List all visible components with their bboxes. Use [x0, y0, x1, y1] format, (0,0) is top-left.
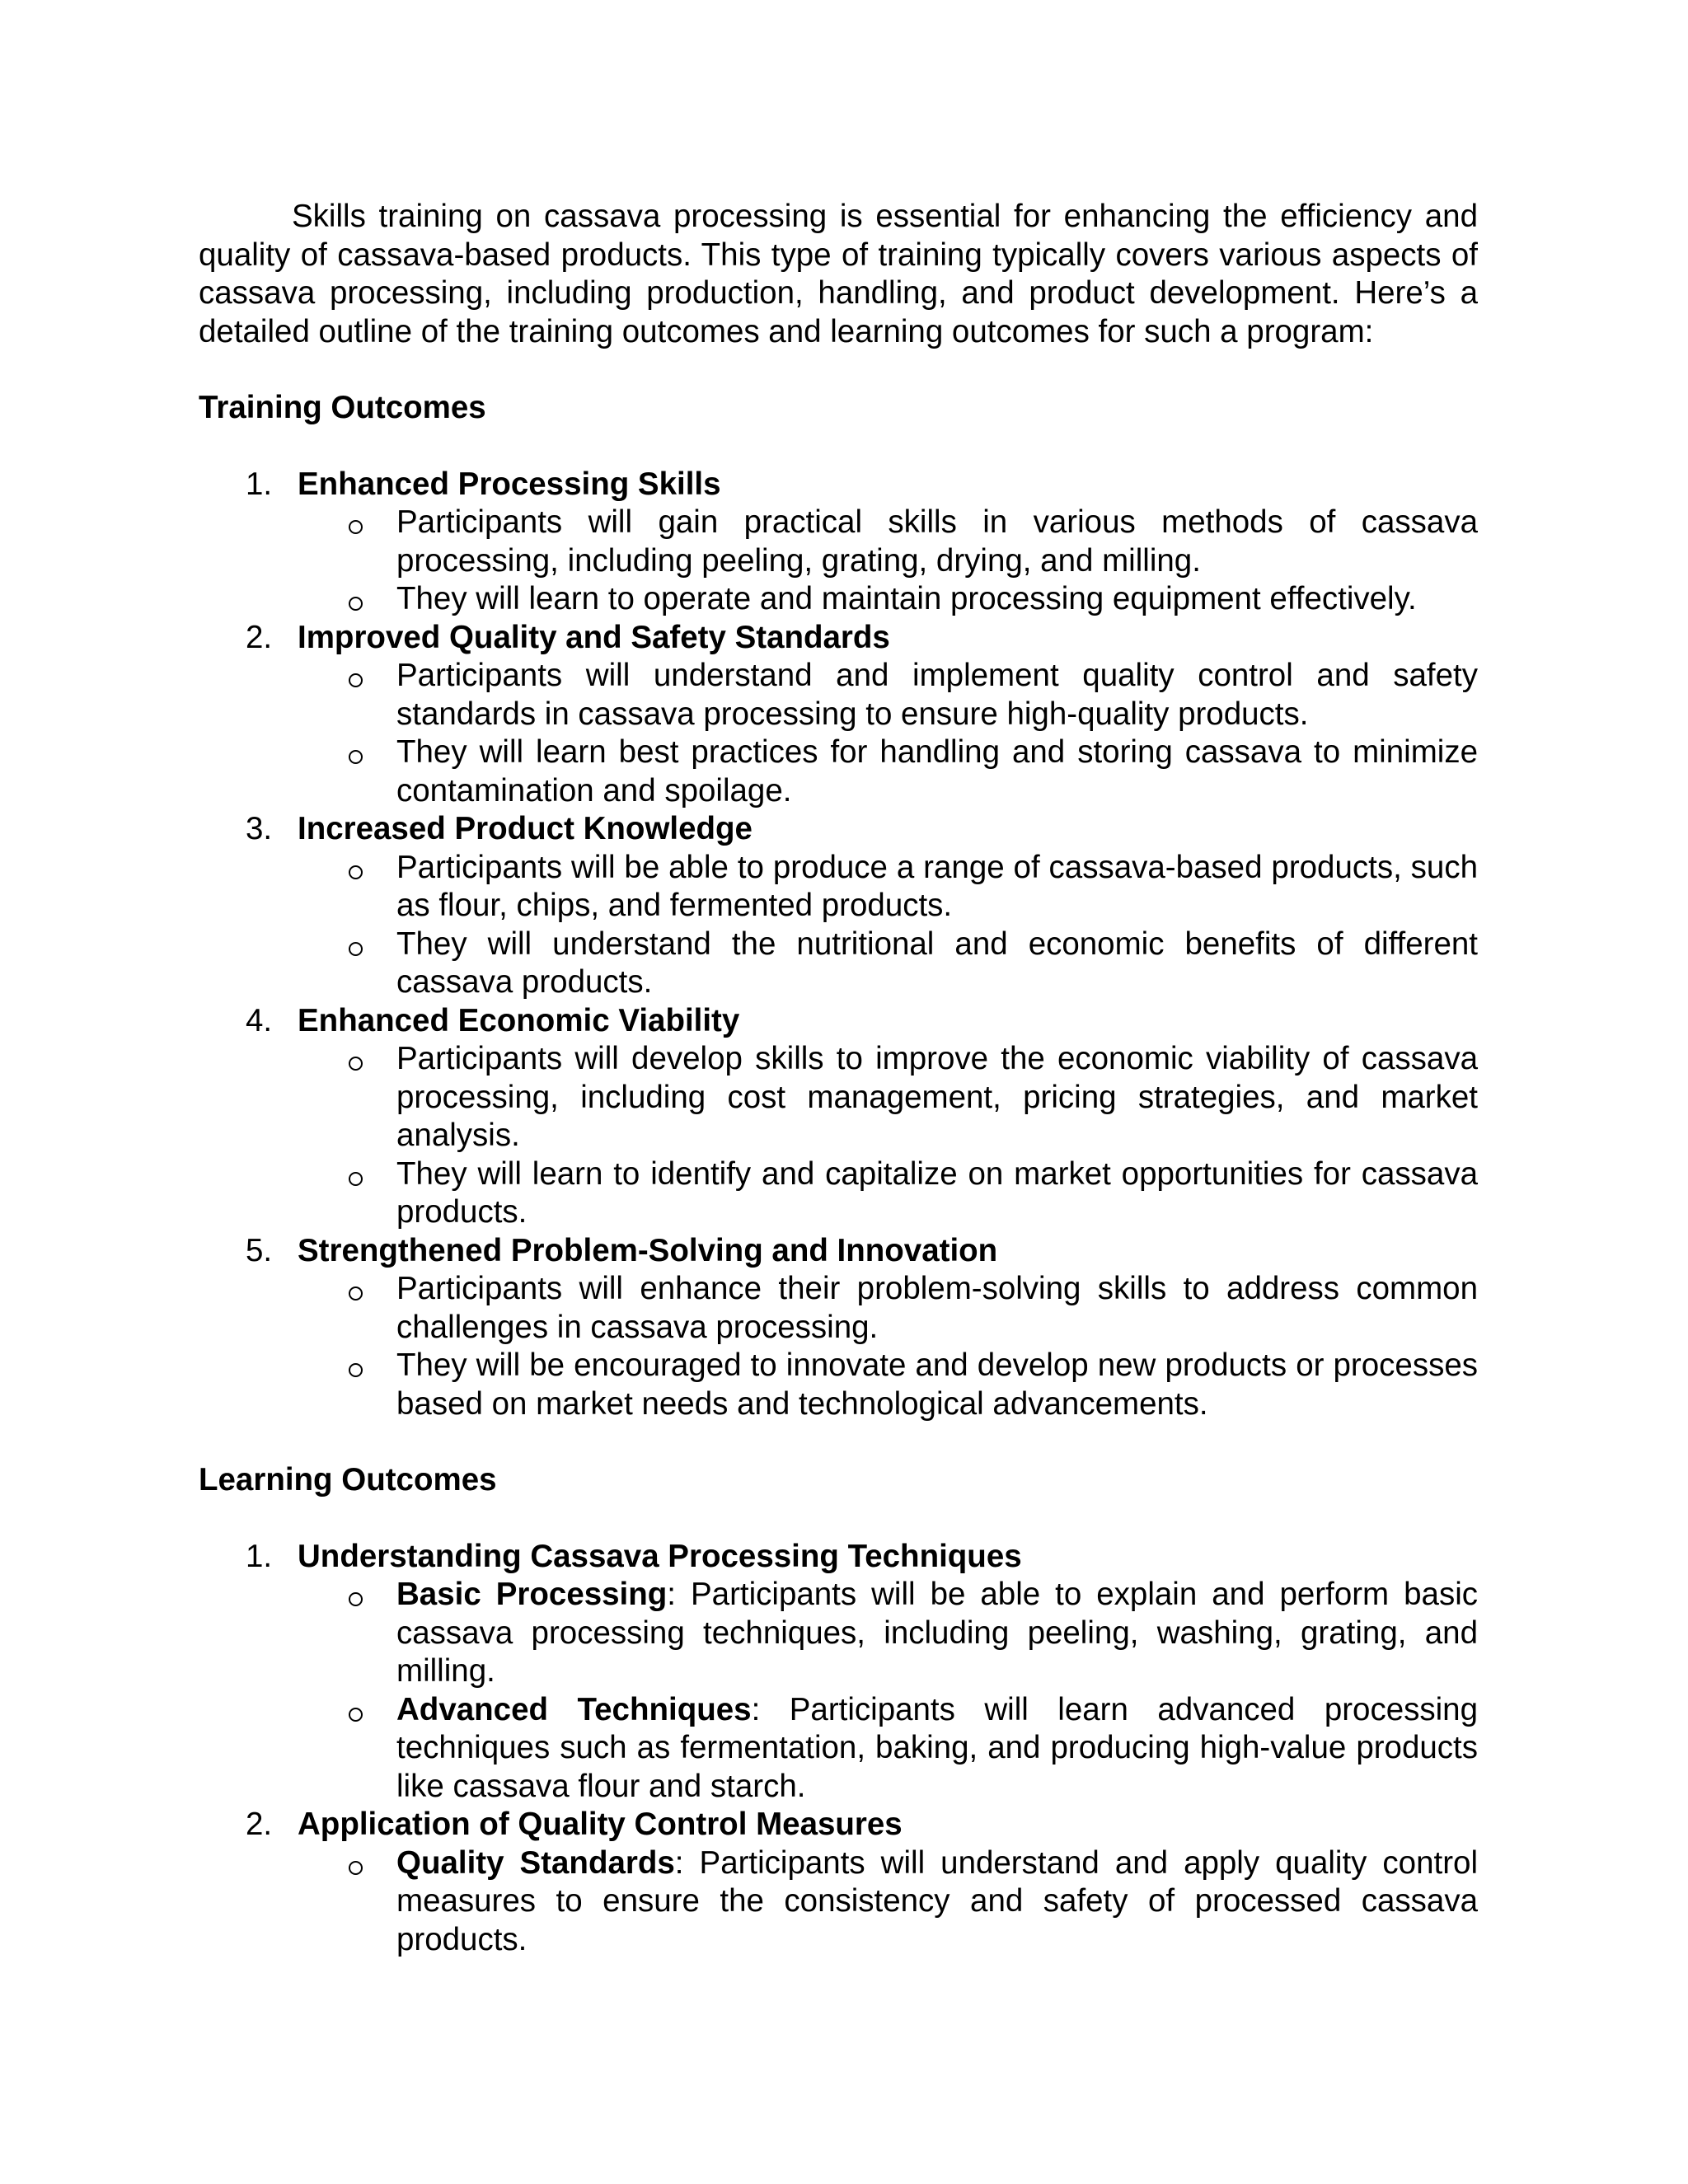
item-number: 1. — [246, 1538, 273, 1574]
item-number: 3. — [246, 811, 273, 846]
item-title: Understanding Cassava Processing Techniques — [298, 1538, 1022, 1574]
item-title: Increased Product Knowledge — [298, 811, 753, 846]
sub-item-text: They will be encouraged to innovate and develop new products or processes based on market needs and technological advancements. — [396, 1347, 1478, 1422]
hollow-bullet-icon — [349, 597, 363, 611]
hollow-bullet-icon — [349, 750, 363, 764]
item-title: Enhanced Economic Viability — [298, 1002, 740, 1038]
item-title: Enhanced Processing Skills — [298, 466, 721, 502]
item-number: 4. — [246, 1002, 273, 1038]
sub-item — [298, 733, 1478, 810]
sub-item — [298, 1155, 1478, 1232]
outcome-item — [199, 810, 1478, 1002]
sub-item — [298, 926, 1478, 1002]
sub-item-text: : Participants will learn advanced processing techniques such as fermentation, baking, and producing high-value products like cassava flour and starch. — [396, 1691, 1478, 1804]
sub-item — [298, 1844, 1478, 1960]
hollow-bullet-icon — [349, 673, 363, 687]
sub-item-text: : Participants will be able to explain and perform basic cassava processing techniques, including peeling, washing, grating, and milling. — [396, 1577, 1479, 1689]
sub-item-text: Participants will understand and implement quality control and safety standards in cassava processing to ensure high-quality products. — [396, 658, 1478, 732]
hollow-bullet-icon — [349, 1172, 363, 1186]
sub-list — [298, 1270, 1478, 1423]
item-number: 5. — [246, 1232, 273, 1268]
document-page — [199, 198, 1478, 1959]
hollow-bullet-icon — [349, 1057, 363, 1071]
sub-item-text: Participants will be able to produce a range of cassava-based products, such as flour, chips, and fermented products. — [396, 849, 1478, 923]
outcome-item — [199, 1002, 1478, 1232]
intro-paragraph: Skills training on cassava processing is essential for enhancing the efficiency and quality of cassava-based products. This type of training typically covers various aspects of cassava processing, including production, handling, and product development. Here’s a detailed outline of the training outcomes and learning outcomes for such a program: — [199, 199, 1478, 349]
training-outcomes-list — [199, 466, 1478, 1424]
item-title: Improved Quality and Safety Standards — [298, 619, 890, 655]
sub-item-text: They will understand the nutritional and economic benefits of different cassava products. — [396, 926, 1478, 1000]
learning-outcomes-list — [199, 1538, 1478, 1960]
item-number: 2. — [246, 1807, 273, 1842]
sub-item — [298, 1040, 1478, 1155]
hollow-bullet-icon — [349, 1861, 363, 1875]
sub-item — [298, 657, 1478, 733]
sub-list — [298, 1576, 1478, 1806]
hollow-bullet-icon — [349, 1363, 363, 1377]
sub-item-text: They will learn best practices for handling and storing cassava to minimize contamination and spoilage. — [396, 734, 1478, 808]
sub-list — [298, 1040, 1478, 1232]
sub-item-text: Participants will develop skills to improve the economic viability of cassava processing, including cost management, pricing strategies, and market analysis. — [396, 1041, 1478, 1153]
hollow-bullet-icon — [349, 520, 363, 534]
sub-item-text: Participants will enhance their problem-solving skills to address common challenges in cassava processing. — [396, 1271, 1478, 1345]
sub-item — [298, 1347, 1478, 1423]
sub-list — [298, 504, 1478, 619]
item-number: 1. — [246, 466, 273, 502]
learning-outcomes-heading: Learning Outcomes — [199, 1462, 497, 1497]
item-title: Application of Quality Control Measures — [298, 1807, 903, 1842]
sub-item — [298, 849, 1478, 926]
outcome-item — [199, 1806, 1478, 1959]
item-title: Strengthened Problem-Solving and Innovation — [298, 1232, 998, 1268]
sub-item-text: : Participants will understand and apply quality control measures to ensure the consistency and safety of processed cassava products. — [396, 1844, 1478, 1957]
hollow-bullet-icon — [349, 1286, 363, 1301]
sub-item — [298, 1576, 1478, 1691]
outcome-item — [199, 619, 1478, 811]
item-number: 2. — [246, 619, 273, 655]
sub-list — [298, 657, 1478, 810]
hollow-bullet-icon — [349, 865, 363, 879]
sub-item — [298, 1691, 1478, 1807]
sub-item-text: Participants will gain practical skills in various methods of cassava processing, including peeling, grating, drying, and milling. — [396, 504, 1478, 579]
outcome-item — [199, 1538, 1478, 1807]
training-outcomes-heading: Training Outcomes — [199, 390, 486, 425]
sub-item-text: They will learn to operate and maintain processing equipment effectively. — [396, 581, 1417, 616]
hollow-bullet-icon — [349, 942, 363, 956]
sub-list — [298, 849, 1478, 1002]
hollow-bullet-icon — [349, 1592, 363, 1606]
sub-item-lead: Basic Processing — [396, 1577, 668, 1612]
hollow-bullet-icon — [349, 1708, 363, 1722]
sub-item-lead: Quality Standards — [396, 1844, 675, 1881]
sub-item-lead: Advanced Techniques — [396, 1691, 752, 1727]
sub-item — [298, 580, 1478, 619]
sub-item-text: They will learn to identify and capitalize on market opportunities for cassava products. — [396, 1155, 1478, 1230]
sub-list — [298, 1844, 1478, 1960]
outcome-item — [199, 1232, 1478, 1424]
sub-item — [298, 504, 1478, 580]
outcome-item — [199, 466, 1478, 619]
sub-item — [298, 1270, 1478, 1347]
